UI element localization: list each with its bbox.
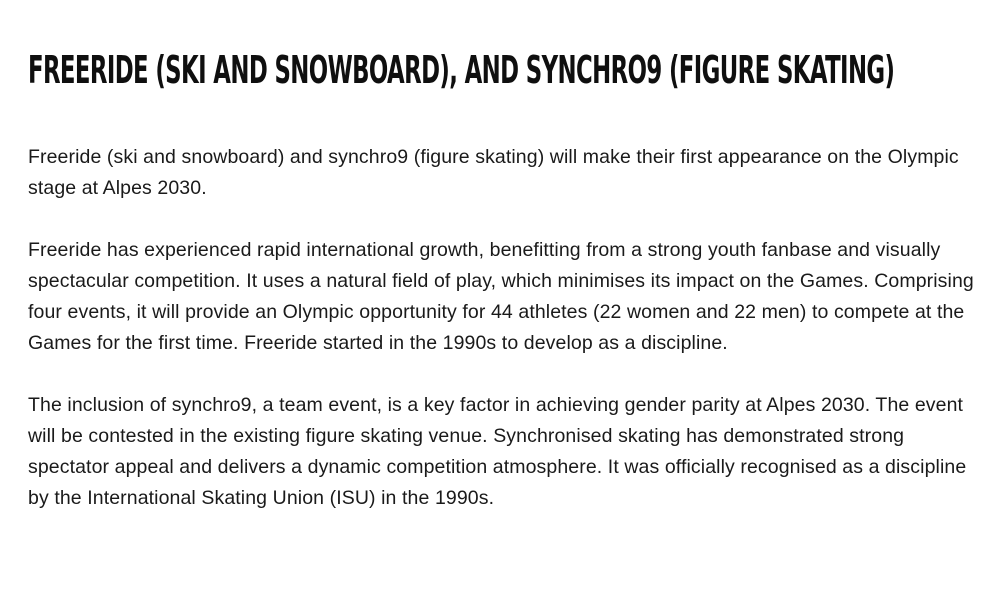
article-body [28, 142, 978, 514]
paragraph-freeride: Freeride has experienced rapid international growth, benefitting from a strong youth fanbase and visually spectacular competition. It uses a natural field of play, which minimises its impact on the Games. Comprising four events, it will provide an Olympic opportunity for 44 athletes (22 women and 22 men) to compete at the Games for the first time. Freeride started in the 1990s to develop as a discipline. [28, 239, 974, 354]
article-heading: FREERIDE (SKI AND SNOWBOARD), AND SYNCHRO9 (FIGURE SKATING) [28, 48, 895, 92]
paragraph-intro: Freeride (ski and snowboard) and synchro9 (figure skating) will make their first appearance on the Olympic stage at Alpes 2030. [28, 146, 959, 199]
paragraph-synchro9: The inclusion of synchro9, a team event, is a key factor in achieving gender parity at Alpes 2030. The event will be contested in the existing figure skating venue. Synchronised skating has demonstrated strong spectator appeal and delivers a dynamic competition atmosphere. It was officially recognised as a discipline by the International Skating Union (ISU) in the 1990s. [28, 394, 967, 509]
article [28, 48, 978, 514]
